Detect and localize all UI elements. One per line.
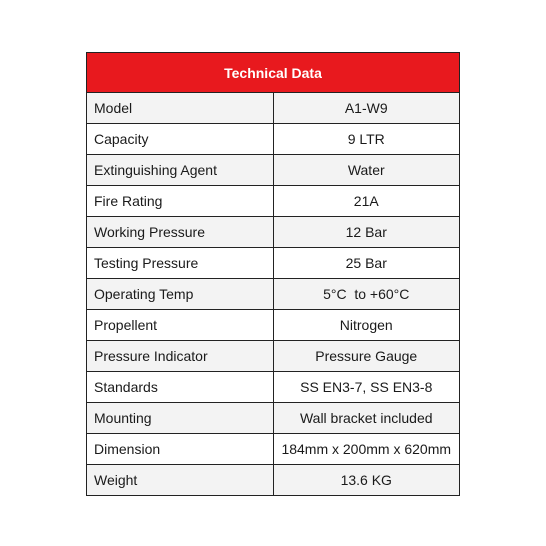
- row-value: Nitrogen: [273, 310, 460, 341]
- table-row-weight: [87, 465, 460, 496]
- row-value: Pressure Gauge: [273, 341, 460, 372]
- row-value: Water: [273, 155, 460, 186]
- row-label: Mounting: [87, 403, 274, 434]
- row-label: Weight: [87, 465, 274, 496]
- row-label: Model: [87, 93, 274, 124]
- row-value: A1-W9: [273, 93, 460, 124]
- table-row-testing-pressure: [87, 248, 460, 279]
- table-header-row: [87, 53, 460, 93]
- table-title: Technical Data: [87, 53, 460, 93]
- row-label: Dimension: [87, 434, 274, 465]
- row-label: Extinguishing Agent: [87, 155, 274, 186]
- row-label: Pressure Indicator: [87, 341, 274, 372]
- table-row-extinguishing-agent: [87, 155, 460, 186]
- table-row-standards: [87, 372, 460, 403]
- table-row-model: [87, 93, 460, 124]
- table-row-operating-temp: [87, 279, 460, 310]
- row-label: Standards: [87, 372, 274, 403]
- table-row-mounting: [87, 403, 460, 434]
- row-value: 21A: [273, 186, 460, 217]
- table-row-dimension: [87, 434, 460, 465]
- row-value: 13.6 KG: [273, 465, 460, 496]
- row-label: Propellent: [87, 310, 274, 341]
- table-row-fire-rating: [87, 186, 460, 217]
- row-value: Wall bracket included: [273, 403, 460, 434]
- row-label: Fire Rating: [87, 186, 274, 217]
- row-label: Capacity: [87, 124, 274, 155]
- table-row-pressure-indicator: [87, 341, 460, 372]
- row-label: Testing Pressure: [87, 248, 274, 279]
- table-row-working-pressure: [87, 217, 460, 248]
- row-value: 184mm x 200mm x 620mm: [273, 434, 460, 465]
- table-row-capacity: [87, 124, 460, 155]
- row-value: SS EN3-7, SS EN3-8: [273, 372, 460, 403]
- row-label: Operating Temp: [87, 279, 274, 310]
- technical-data-table: [86, 52, 460, 496]
- row-label: Working Pressure: [87, 217, 274, 248]
- row-value: 5°C to +60°C: [273, 279, 460, 310]
- row-value: 9 LTR: [273, 124, 460, 155]
- row-value: 12 Bar: [273, 217, 460, 248]
- table-row-propellent: [87, 310, 460, 341]
- row-value: 25 Bar: [273, 248, 460, 279]
